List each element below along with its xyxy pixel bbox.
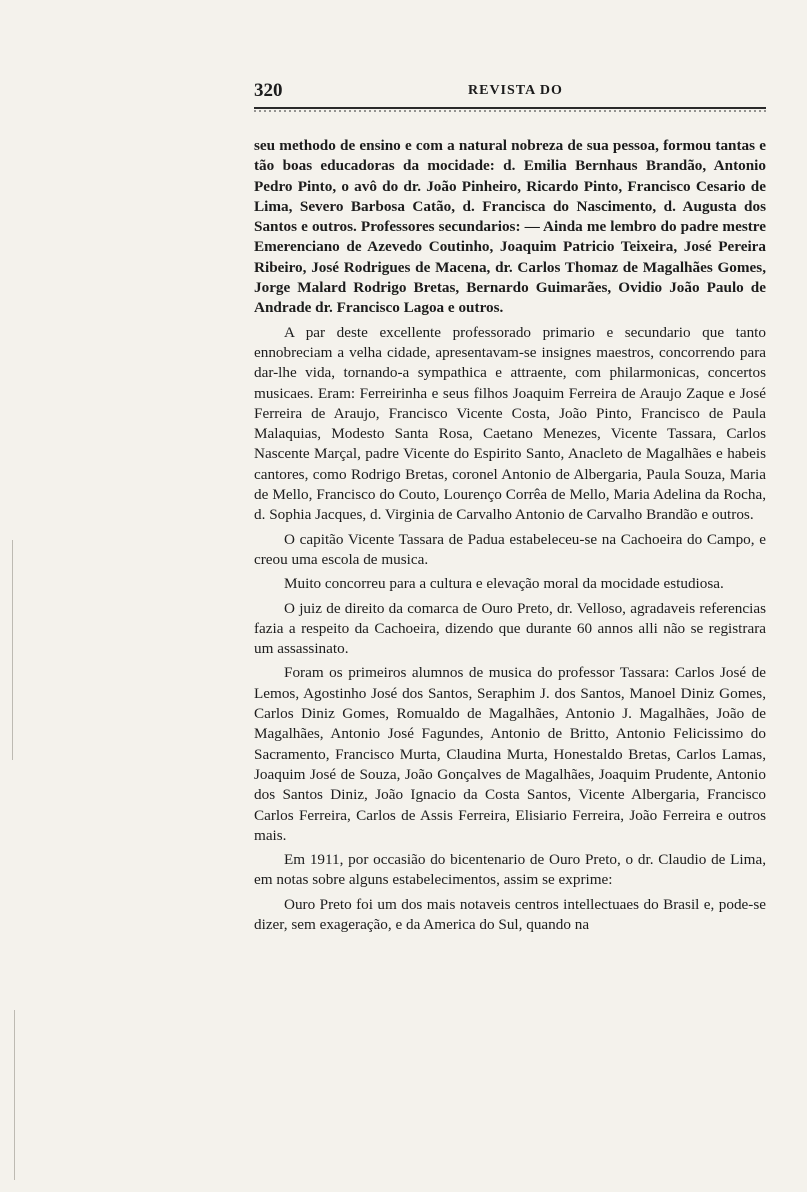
paragraph: Foram os primeiros alumnos de musica do professor Tassara: Carlos José de Lemos, Agostinho José dos Santos, Seraphim J. dos Santos, Manoel Diniz Gomes, Carlos Diniz Gomes, Romualdo de Magalhães, Antonio J. Magalhães, João de Magalhães, Antonio José Fagundes, Antonio de Britto, Antonio Felicissimo do Sacramento, Francisco Murta, Claudina Murta, Honestaldo Bretas, Carlos Lamas, Joaquim José de Souza, João Gonçalves de Magalhães, Joaquim Prudente, Antonio dos Santos Diniz, João Ignacio da Costa Santos, Vicente Albergaria, Francisco Carlos Ferreira, Carlos de Assis Ferreira, Elisiario Ferreira, João Ferreira e outros mais. <box>254 664 766 844</box>
running-title: REVISTA DO <box>468 83 563 98</box>
paragraph: O capitão Vicente Tassara de Padua estabeleceu-se na Cachoeira do Campo, e creou uma escola de musica. <box>254 530 766 568</box>
page-header <box>254 80 766 102</box>
paragraph: A par deste excellente professorado primario e secundario que tanto ennobreciam a velha cidade, apresentavam-se insignes maestros, concorrendo para dar-lhe vida, tornando-a sympathica e attraente, com philarmonicas, concertos musicaes. Eram: Ferreirinha e seus filhos Joaquim Ferreira de Araujo Zaque e José Ferreira de Araujo, Francisco Vicente Costa, João Pinto, Francisco de Paula Malaquias, Modesto Santa Rosa, Caetano Menezes, Vicente Tassara, Carlos Nascente Marçal, padre Vicente do Espirito Santo, Anacleto de Magalhães e habeis cantores, como Rodrigo Bretas, coronel Antonio de Albergaria, Paula Souza, Maria de Mello, Francisco do Couto, Lourenço Corrêa de Mello, Maria Adelina da Rocha, d. Sophia Jacques, d. Virginia de Carvalho Antonio de Carvalho Brandão e outros. <box>254 323 766 524</box>
page-number: 320 <box>254 80 283 101</box>
paragraph: Em 1911, por occasião do bicentenario de Ouro Preto, o dr. Claudio de Lima, em notas sobre alguns estabelecimentos, assim se exprime: <box>254 851 766 889</box>
body-text <box>254 136 766 935</box>
scan-edge-mark <box>14 1010 15 1180</box>
scan-edge-mark <box>12 540 13 760</box>
header-rule-ornament <box>254 110 766 112</box>
header-rule <box>254 107 766 109</box>
paragraph: Ouro Preto foi um dos mais notaveis centros intellectuaes do Brasil e, pode-se dizer, sem exageração, e da America do Sul, quando na <box>254 895 766 933</box>
paragraph: seu methodo de ensino e com a natural nobreza de sua pessoa, formou tantas e tão boas educadoras da mocidade: d. Emilia Bernhaus Brandão, Antonio Pedro Pinto, o avô do dr. João Pinheiro, Ricardo Pinto, Francisco Cesario de Lima, Severo Barbosa Catão, d. Francisca do Nascimento, d. Augusta dos Santos e outros. Professores secundarios: — Ainda me lembro do padre mestre Emerenciano de Azevedo Coutinho, Joaquim Patricio Teixeira, José Pereira Ribeiro, José Rodrigues de Macena, dr. Carlos Thomaz de Magalhães Gomes, Jorge Malard Rodrigo Bretas, Bernardo Guimarães, Ovidio João Paulo de Andrade dr. Francisco Lagoa e outros. <box>254 137 766 317</box>
paragraph: O juiz de direito da comarca de Ouro Preto, dr. Velloso, agradaveis referencias fazia a respeito da Cachoeira, dizendo que durante 60 annos alli não se registrara um assassinato. <box>254 599 766 658</box>
paragraph: Muito concorreu para a cultura e elevação moral da mocidade estudiosa. <box>284 575 724 593</box>
